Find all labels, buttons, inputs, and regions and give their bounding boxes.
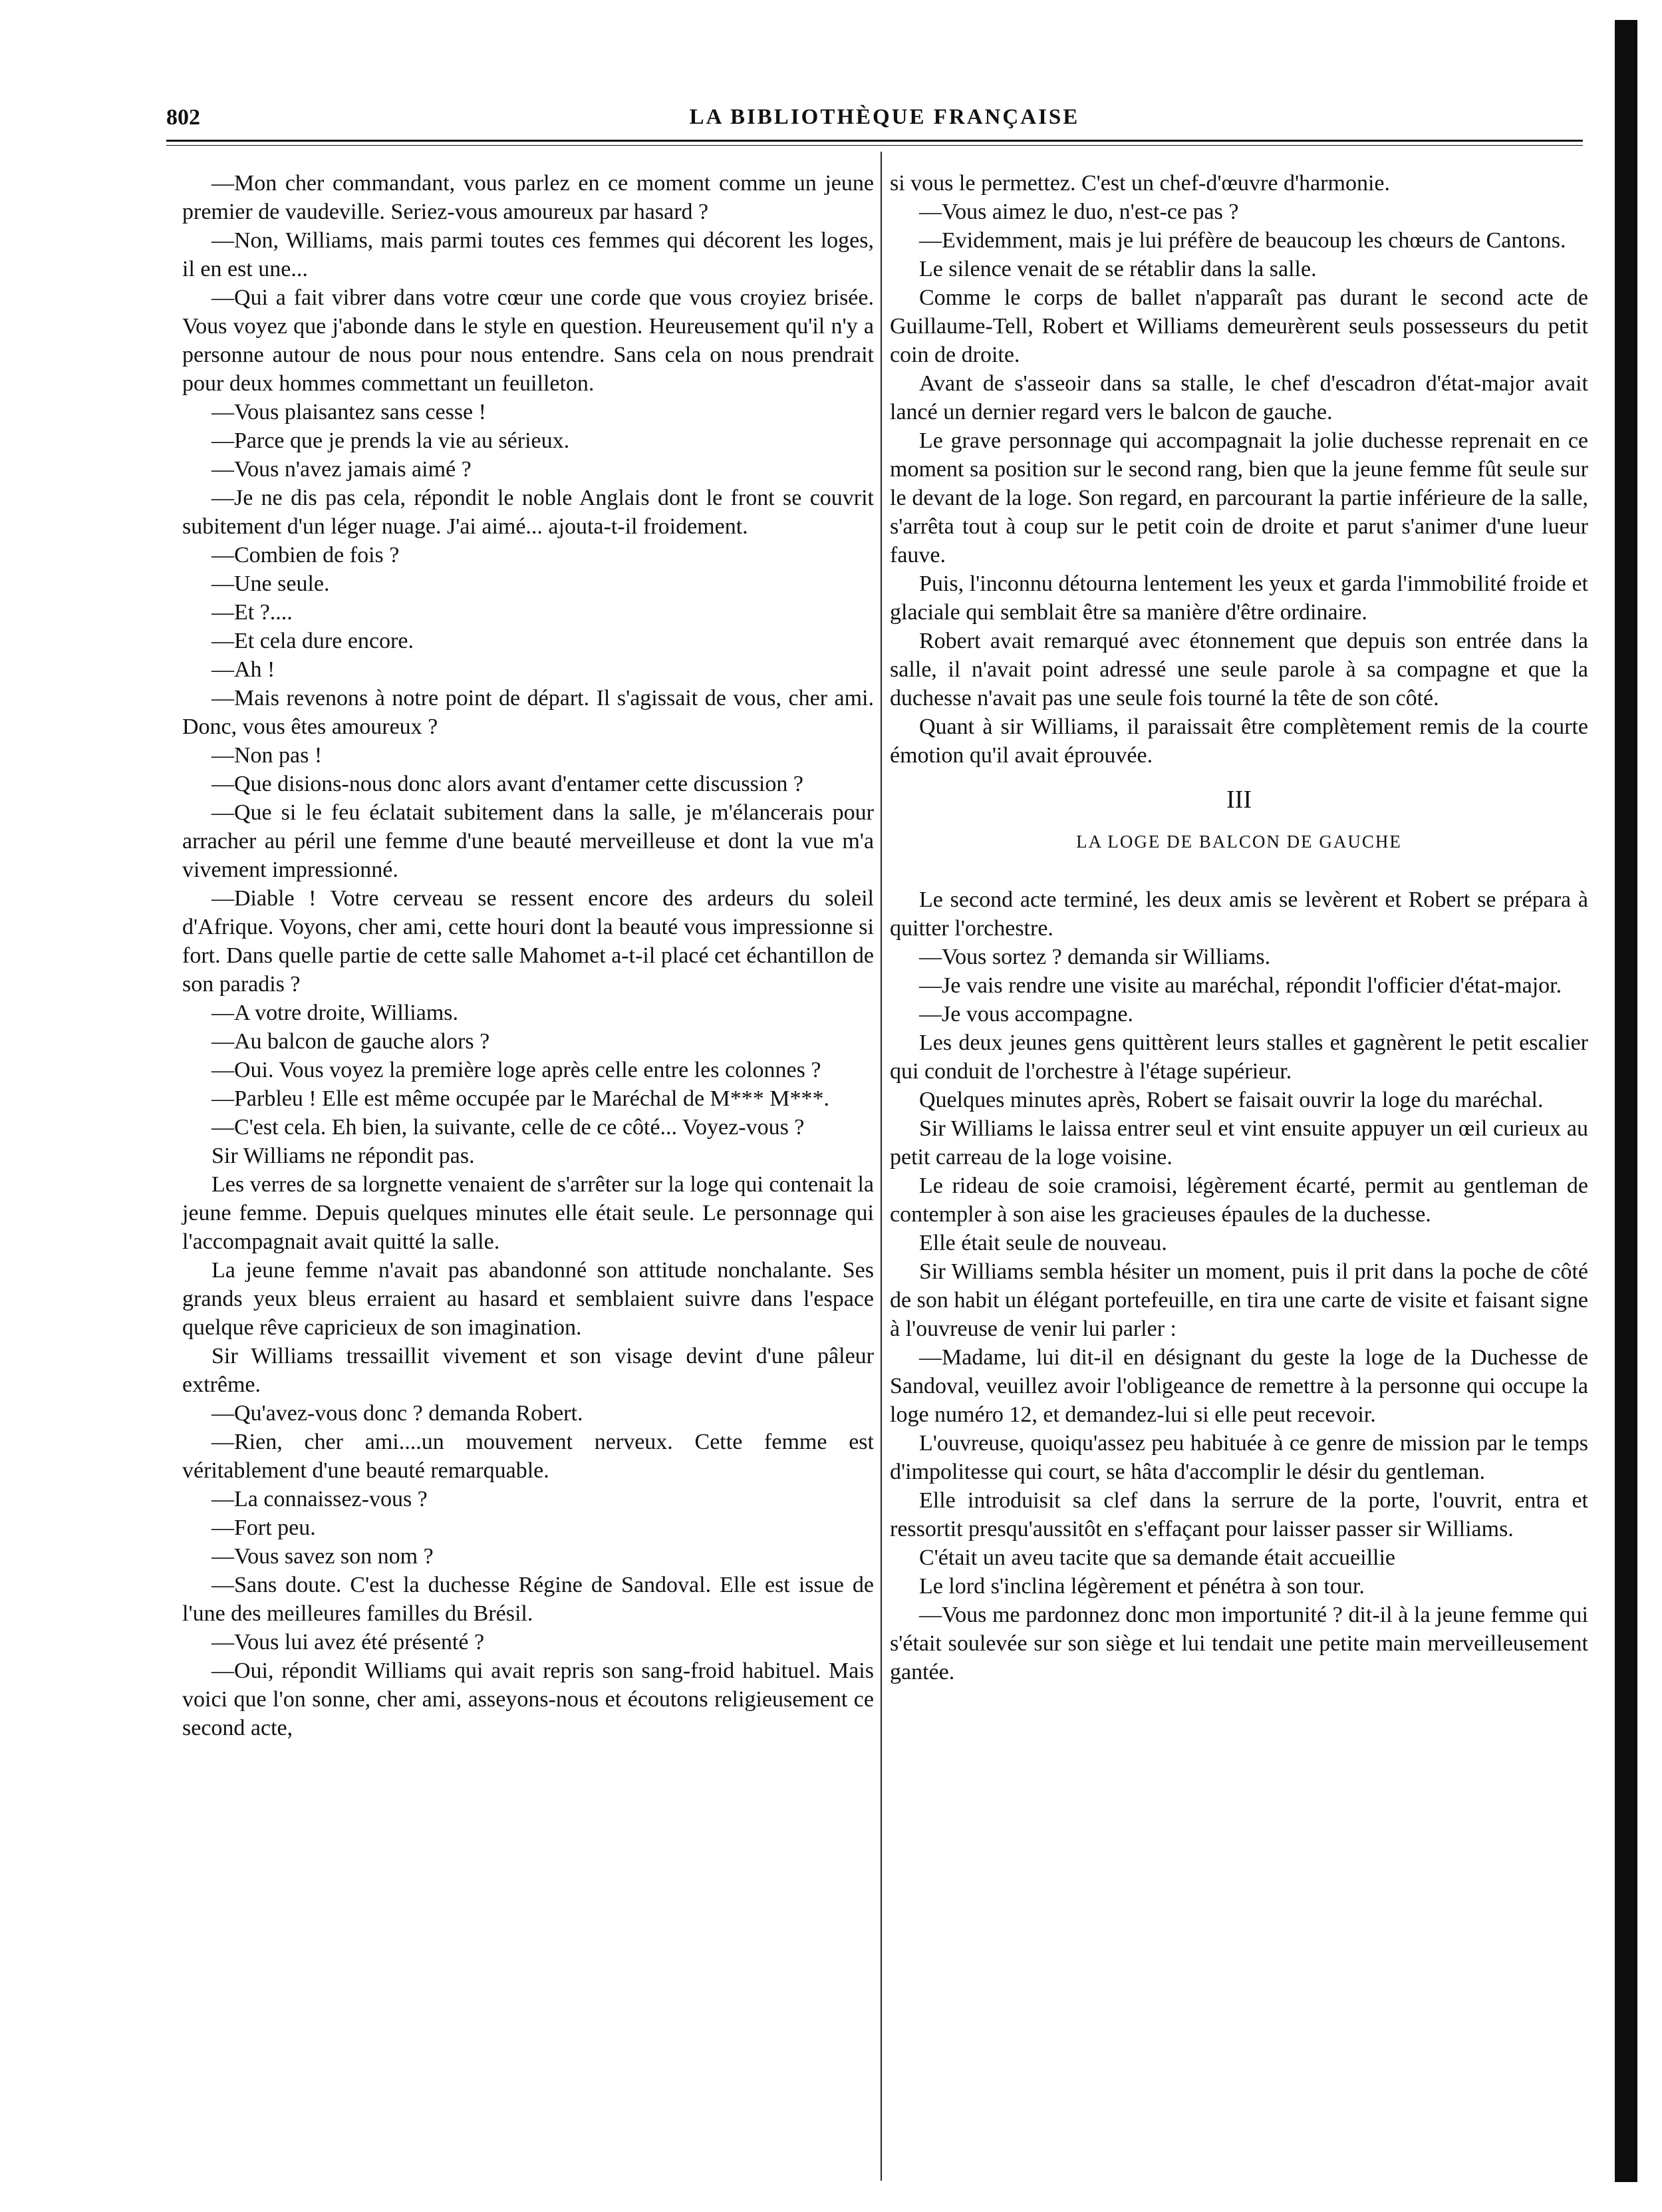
page-header	[166, 105, 1603, 138]
column-divider	[881, 152, 882, 2181]
paragraph: C'était un aveu tacite que sa demande était accueillie	[919, 1545, 1396, 1570]
paragraph: —Je vais rendre une visite au maréchal, répondit l'officier d'état-major.	[919, 973, 1562, 998]
paragraph: —Oui, répondit Williams qui avait repris son sang-froid habituel. Mais voici que l'on sonne, cher ami, asseyons-nous et écoutons religieusement ce second acte,	[182, 1659, 874, 1740]
paragraph: —Ah !	[211, 657, 275, 682]
paragraph: Comme le corps de ballet n'apparaît pas durant le second acte de Guillaume-Tell, Robert et Williams demeurèrent seuls possesseurs du petit coin de droite.	[890, 285, 1588, 367]
right-column-top	[890, 169, 1588, 770]
paragraph: Les deux jeunes gens quittèrent leurs stalles et gagnèrent le petit escalier qui conduit de l'orchestre à l'étage supérieur.	[890, 1030, 1588, 1084]
paragraph: —Parbleu ! Elle est même occupée par le Maréchal de M*** M***.	[211, 1086, 830, 1111]
paragraph: —Qu'avez-vous donc ? demanda Robert.	[211, 1401, 583, 1426]
paragraph: Sir Williams sembla hésiter un moment, puis il prit dans la poche de côté de son habit un élégant portefeuille, en tira une carte de visite et faisant signe à l'ouvreuse de venir lui parler :	[890, 1259, 1588, 1341]
paragraph: —Vous sortez ? demanda sir Williams.	[919, 945, 1271, 969]
paragraph: La jeune femme n'avait pas abandonné son attitude nonchalante. Ses grands yeux bleus erraient au hasard et semblaient suivre dans l'espace quelque rêve capricieux de son imagination.	[182, 1258, 874, 1340]
chapter-title: LA LOGE DE BALCON DE GAUCHE	[1076, 832, 1402, 852]
paragraph: Sir Williams ne répondit pas.	[211, 1144, 475, 1168]
paragraph: —Sans doute. C'est la duchesse Régine de Sandoval. Elle est issue de l'une des meilleures familles du Brésil.	[182, 1573, 874, 1626]
paragraph: —Combien de fois ?	[211, 543, 400, 567]
paragraph: —Je ne dis pas cela, répondit le noble Anglais dont le front se couvrit subitement d'un léger nuage. J'ai aimé... ajouta-t-il froidement.	[182, 486, 874, 539]
paragraph: —Vous savez son nom ?	[211, 1544, 434, 1569]
paragraph: —Vous me pardonnez donc mon importunité ? dit-il à la jeune femme qui s'était soulevée sur son siège et lui tendait une petite main merveilleusement gantée.	[890, 1603, 1588, 1684]
paragraph: —Vous aimez le duo, n'est-ce pas ?	[919, 200, 1239, 224]
paragraph: Puis, l'inconnu détourna lentement les yeux et garda l'immobilité froide et glaciale qui semblait être sa manière d'être ordinaire.	[890, 571, 1588, 625]
paragraph: —Vous lui avez été présenté ?	[211, 1630, 485, 1655]
paragraph: —A votre droite, Williams.	[211, 1001, 459, 1025]
paragraph: —Diable ! Votre cerveau se ressent encore des ardeurs du soleil d'Afrique. Voyons, cher ami, cette houri dont la beauté vous impressionne si fort. Dans quelle partie de cette salle Mahomet a-t-il placé cet échantillon de son paradis ?	[182, 886, 874, 997]
paragraph: Les verres de sa lorgnette venaient de s'arrêter sur la loge qui contenait la jeune femme. Depuis quelques minutes elle était seule. Le personnage qui l'accompagnait avait quitté la salle.	[182, 1172, 874, 1254]
paragraph: —Et cela dure encore.	[211, 629, 414, 653]
paragraph: Avant de s'asseoir dans sa stalle, le chef d'escadron d'état-major avait lancé un dernier regard vers le balcon de gauche.	[890, 371, 1588, 424]
paragraph: L'ouvreuse, quoiqu'assez peu habituée à ce genre de mission par le temps d'impolitesse qui court, se hâta d'accomplir le désir du gentleman.	[890, 1431, 1588, 1484]
paragraph: Le grave personnage qui accompagnait la jolie duchesse reprenait en ce moment sa position sur le second rang, bien que la jeune femme fût seule sur le devant de la loge. Son regard, en parcourant la partie inférieure de la salle, s'arrêta tout à coup sur le petit coin de droite et parut s'animer d'une lueur fauve.	[890, 428, 1588, 567]
paragraph: —Vous n'avez jamais aimé ?	[211, 457, 472, 482]
paragraph: Elle introduisit sa clef dans la serrure de la porte, l'ouvrit, entra et ressortit presqu'aussitôt en s'effaçant pour laisser passer sir Williams.	[890, 1488, 1588, 1541]
paragraph: —La connaissez-vous ?	[211, 1487, 428, 1511]
paragraph: —Non pas !	[211, 743, 323, 768]
paragraph: Elle était seule de nouveau.	[919, 1231, 1167, 1255]
paragraph: Sir Williams le laissa entrer seul et vint ensuite appuyer un œil curieux au petit carreau de la loge voisine.	[890, 1116, 1588, 1170]
paragraph: —Evidemment, mais je lui préfère de beaucoup les chœurs de Cantons.	[919, 228, 1566, 253]
paragraph: —Et ?....	[211, 600, 293, 625]
right-column	[890, 169, 1588, 1686]
paragraph: —Mais revenons à notre point de départ. Il s'agissait de vous, cher ami. Donc, vous êtes amoureux ?	[182, 686, 874, 739]
paragraph: —Vous plaisantez sans cesse !	[211, 400, 486, 424]
paragraph: —Madame, lui dit-il en désignant du geste la loge de la Duchesse de Sandoval, veuillez avoir l'obligeance de remettre à la personne qui occupe la loge numéro 12, et demandez-lui si elle peut recevoir.	[890, 1345, 1588, 1427]
page-edge-bar	[1615, 20, 1637, 2182]
page-number: 802	[166, 105, 200, 130]
paragraph: —Que si le feu éclatait subitement dans la salle, je m'élancerais pour arracher au péril une femme d'une beauté merveilleuse et dont la vue m'a vivement impressionné.	[182, 800, 874, 882]
paragraph: —Oui. Vous voyez la première loge après celle entre les colonnes ?	[211, 1058, 821, 1082]
paragraph: Le rideau de soie cramoisi, légèrement écarté, permit au gentleman de contempler à son aise les gracieuses épaules de la duchesse.	[890, 1174, 1588, 1227]
paragraph: —Rien, cher ami....un mouvement nerveux. Cette femme est véritablement d'une beauté remarquable.	[182, 1430, 874, 1483]
paragraph: Quant à sir Williams, il paraissait être complètement remis de la courte émotion qu'il avait éprouvée.	[890, 714, 1588, 768]
paragraph: —Au balcon de gauche alors ?	[211, 1029, 490, 1054]
paragraph: —Je vous accompagne.	[919, 1002, 1133, 1027]
paragraph: —Non, Williams, mais parmi toutes ces femmes qui décorent les loges, il en est une...	[182, 228, 874, 281]
paragraph: —Fort peu.	[211, 1515, 316, 1540]
paragraph: Le silence venait de se rétablir dans la salle.	[919, 257, 1317, 281]
paragraph: —Que disions-nous donc alors avant d'entamer cette discussion ?	[211, 772, 803, 796]
paragraph: —C'est cela. Eh bien, la suivante, celle de ce côté... Voyez-vous ?	[211, 1115, 805, 1140]
paragraph: —Qui a fait vibrer dans votre cœur une corde que vous croyiez brisée. Vous voyez que j'abonde dans le style en question. Heureusement qu'il n'y a personne autour de nous pour nous entendre. Sans cela on nous prendrait pour deux hommes commettant un feuilleton.	[182, 285, 874, 396]
left-column	[182, 169, 874, 1742]
paragraph: —Parce que je prends la vie au sérieux.	[211, 428, 570, 453]
paragraph: —Une seule.	[211, 571, 330, 596]
paragraph: Le second acte terminé, les deux amis se levèrent et Robert se prépara à quitter l'orchestre.	[890, 887, 1588, 941]
paragraph: Quelques minutes après, Robert se faisait ouvrir la loge du maréchal.	[919, 1088, 1544, 1112]
paragraph: Le lord s'inclina légèrement et pénétra à son tour.	[919, 1574, 1365, 1599]
paragraph: Robert avait remarqué avec étonnement que depuis son entrée dans la salle, il n'avait point adressé une seule parole à sa compagne et que la duchesse n'avait pas une seule fois tourné la tête de son côté.	[890, 629, 1588, 711]
chapter-number: III	[1226, 786, 1252, 814]
paragraph: si vous le permettez. C'est un chef-d'œuvre d'harmonie.	[890, 171, 1390, 196]
header-rule-thin	[166, 145, 1583, 146]
header-rule-thick	[166, 140, 1583, 142]
running-title: LA BIBLIOTHÈQUE FRANÇAISE	[689, 105, 1080, 129]
paragraph: —Mon cher commandant, vous parlez en ce moment comme un jeune premier de vaudeville. Seriez-vous amoureux par hasard ?	[182, 171, 874, 224]
right-column-bottom	[890, 885, 1588, 1686]
paragraph: Sir Williams tressaillit vivement et son visage devint d'une pâleur extrême.	[182, 1344, 874, 1397]
